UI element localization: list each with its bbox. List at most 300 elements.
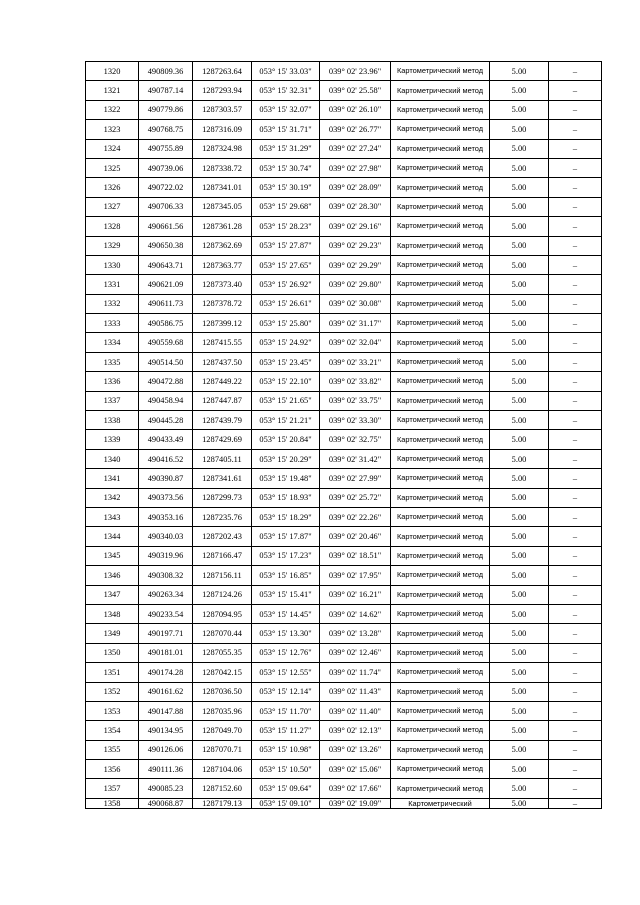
table-row — [86, 527, 602, 546]
longitude-cell: 039° 02' 23.96" — [320, 62, 391, 81]
latitude-cell: 053° 15' 22.10" — [252, 372, 320, 391]
accuracy-cell: 5.00 — [490, 507, 549, 526]
longitude-cell: 039° 02' 19.09" — [320, 798, 391, 808]
table-row — [86, 701, 602, 720]
latitude-cell: 053° 15' 11.70" — [252, 701, 320, 720]
method-cell: Картометрический метод — [391, 411, 490, 430]
method-cell: Картометрический метод — [391, 236, 490, 255]
note-cell: – — [549, 449, 602, 468]
latitude-cell: 053° 15' 30.19" — [252, 178, 320, 197]
y-coordinate-cell: 1287166.47 — [193, 546, 252, 565]
note-cell: – — [549, 62, 602, 81]
accuracy-cell: 5.00 — [490, 430, 549, 449]
accuracy-cell: 5.00 — [490, 139, 549, 158]
latitude-cell: 053° 15' 31.71" — [252, 120, 320, 139]
note-cell: – — [549, 352, 602, 371]
table-row — [86, 352, 602, 371]
accuracy-cell: 5.00 — [490, 255, 549, 274]
note-cell: – — [549, 158, 602, 177]
point-number-cell: 1356 — [86, 760, 139, 779]
table-body — [86, 62, 602, 809]
accuracy-cell: 5.00 — [490, 391, 549, 410]
latitude-cell: 053° 15' 28.23" — [252, 217, 320, 236]
accuracy-cell: 5.00 — [490, 197, 549, 216]
x-coordinate-cell: 490134.95 — [139, 721, 193, 740]
point-number-cell: 1349 — [86, 624, 139, 643]
x-coordinate-cell: 490706.33 — [139, 197, 193, 216]
table-row — [86, 546, 602, 565]
y-coordinate-cell: 1287324.98 — [193, 139, 252, 158]
note-cell: – — [549, 488, 602, 507]
latitude-cell: 053° 15' 12.76" — [252, 643, 320, 662]
method-cell: Картометрический метод — [391, 760, 490, 779]
method-cell: Картометрический метод — [391, 255, 490, 274]
method-cell: Картометрический метод — [391, 62, 490, 81]
y-coordinate-cell: 1287035.96 — [193, 701, 252, 720]
table-row — [86, 740, 602, 759]
y-coordinate-cell: 1287055.35 — [193, 643, 252, 662]
method-cell: Картометрический метод — [391, 197, 490, 216]
longitude-cell: 039° 02' 33.30" — [320, 411, 391, 430]
point-number-cell: 1330 — [86, 255, 139, 274]
accuracy-cell: 5.00 — [490, 158, 549, 177]
note-cell: – — [549, 604, 602, 623]
y-coordinate-cell: 1287439.79 — [193, 411, 252, 430]
x-coordinate-cell: 490739.06 — [139, 158, 193, 177]
point-number-cell: 1357 — [86, 779, 139, 798]
point-number-cell: 1334 — [86, 333, 139, 352]
x-coordinate-cell: 490181.01 — [139, 643, 193, 662]
method-cell: Картометрический метод — [391, 100, 490, 119]
x-coordinate-cell: 490643.71 — [139, 255, 193, 274]
point-number-cell: 1320 — [86, 62, 139, 81]
accuracy-cell: 5.00 — [490, 449, 549, 468]
note-cell: – — [549, 663, 602, 682]
point-number-cell: 1335 — [86, 352, 139, 371]
latitude-cell: 053° 15' 24.92" — [252, 333, 320, 352]
note-cell: – — [549, 721, 602, 740]
latitude-cell: 053° 15' 32.07" — [252, 100, 320, 119]
x-coordinate-cell: 490111.36 — [139, 760, 193, 779]
method-cell: Картометрический метод — [391, 682, 490, 701]
point-number-cell: 1325 — [86, 158, 139, 177]
longitude-cell: 039° 02' 31.42" — [320, 449, 391, 468]
point-number-cell: 1328 — [86, 217, 139, 236]
x-coordinate-cell: 490197.71 — [139, 624, 193, 643]
point-number-cell: 1343 — [86, 507, 139, 526]
x-coordinate-cell: 490068.87 — [139, 798, 193, 808]
latitude-cell: 053° 15' 12.55" — [252, 663, 320, 682]
y-coordinate-cell: 1287429.69 — [193, 430, 252, 449]
latitude-cell: 053° 15' 13.30" — [252, 624, 320, 643]
method-cell: Картометрический метод — [391, 624, 490, 643]
method-cell: Картометрический метод — [391, 81, 490, 100]
method-cell: Картометрический метод — [391, 643, 490, 662]
y-coordinate-cell: 1287094.95 — [193, 604, 252, 623]
x-coordinate-cell: 490661.56 — [139, 217, 193, 236]
x-coordinate-cell: 490445.28 — [139, 411, 193, 430]
y-coordinate-cell: 1287070.71 — [193, 740, 252, 759]
note-cell: – — [549, 333, 602, 352]
latitude-cell: 053° 15' 09.10" — [252, 798, 320, 808]
note-cell: – — [549, 100, 602, 119]
accuracy-cell: 5.00 — [490, 604, 549, 623]
longitude-cell: 039° 02' 16.21" — [320, 585, 391, 604]
note-cell: – — [549, 566, 602, 585]
accuracy-cell: 5.00 — [490, 643, 549, 662]
y-coordinate-cell: 1287303.57 — [193, 100, 252, 119]
note-cell: – — [549, 275, 602, 294]
accuracy-cell: 5.00 — [490, 81, 549, 100]
y-coordinate-cell: 1287316.09 — [193, 120, 252, 139]
note-cell: – — [549, 81, 602, 100]
y-coordinate-cell: 1287036.50 — [193, 682, 252, 701]
y-coordinate-cell: 1287235.76 — [193, 507, 252, 526]
point-number-cell: 1358 — [86, 798, 139, 808]
x-coordinate-cell: 490559.68 — [139, 333, 193, 352]
point-number-cell: 1353 — [86, 701, 139, 720]
method-cell: Картометрический метод — [391, 333, 490, 352]
accuracy-cell: 5.00 — [490, 488, 549, 507]
method-cell: Картометрический метод — [391, 701, 490, 720]
longitude-cell: 039° 02' 29.23" — [320, 236, 391, 255]
coordinates-page — [85, 61, 601, 809]
method-cell: Картометрический метод — [391, 585, 490, 604]
point-number-cell: 1351 — [86, 663, 139, 682]
y-coordinate-cell: 1287152.60 — [193, 779, 252, 798]
note-cell: – — [549, 701, 602, 720]
table-row — [86, 449, 602, 468]
x-coordinate-cell: 490722.02 — [139, 178, 193, 197]
point-number-cell: 1350 — [86, 643, 139, 662]
note-cell: – — [549, 546, 602, 565]
y-coordinate-cell: 1287070.44 — [193, 624, 252, 643]
x-coordinate-cell: 490621.09 — [139, 275, 193, 294]
longitude-cell: 039° 02' 25.58" — [320, 81, 391, 100]
y-coordinate-cell: 1287361.28 — [193, 217, 252, 236]
point-number-cell: 1324 — [86, 139, 139, 158]
longitude-cell: 039° 02' 33.75" — [320, 391, 391, 410]
method-cell: Картометрический метод — [391, 158, 490, 177]
accuracy-cell: 5.00 — [490, 585, 549, 604]
accuracy-cell: 5.00 — [490, 236, 549, 255]
y-coordinate-cell: 1287124.26 — [193, 585, 252, 604]
y-coordinate-cell: 1287156.11 — [193, 566, 252, 585]
longitude-cell: 039° 02' 13.28" — [320, 624, 391, 643]
method-cell: Картометрический метод — [391, 391, 490, 410]
note-cell: – — [549, 430, 602, 449]
latitude-cell: 053° 15' 11.27" — [252, 721, 320, 740]
latitude-cell: 053° 15' 26.61" — [252, 294, 320, 313]
x-coordinate-cell: 490787.14 — [139, 81, 193, 100]
point-number-cell: 1327 — [86, 197, 139, 216]
latitude-cell: 053° 15' 30.74" — [252, 158, 320, 177]
x-coordinate-cell: 490458.94 — [139, 391, 193, 410]
accuracy-cell: 5.00 — [490, 701, 549, 720]
y-coordinate-cell: 1287263.64 — [193, 62, 252, 81]
latitude-cell: 053° 15' 18.29" — [252, 507, 320, 526]
method-cell: Картометрический метод — [391, 604, 490, 623]
longitude-cell: 039° 02' 29.29" — [320, 255, 391, 274]
y-coordinate-cell: 1287378.72 — [193, 294, 252, 313]
longitude-cell: 039° 02' 25.72" — [320, 488, 391, 507]
note-cell: – — [549, 527, 602, 546]
table-row — [86, 294, 602, 313]
point-number-cell: 1344 — [86, 527, 139, 546]
table-row — [86, 488, 602, 507]
latitude-cell: 053° 15' 33.03" — [252, 62, 320, 81]
point-number-cell: 1333 — [86, 314, 139, 333]
method-cell: Картометрический метод — [391, 430, 490, 449]
latitude-cell: 053° 15' 21.21" — [252, 411, 320, 430]
latitude-cell: 053° 15' 17.87" — [252, 527, 320, 546]
latitude-cell: 053° 15' 18.93" — [252, 488, 320, 507]
y-coordinate-cell: 1287104.06 — [193, 760, 252, 779]
method-cell: Картометрический метод — [391, 120, 490, 139]
x-coordinate-cell: 490147.88 — [139, 701, 193, 720]
method-cell: Картометрический метод — [391, 139, 490, 158]
latitude-cell: 053° 15' 21.65" — [252, 391, 320, 410]
method-cell: Картометрический метод — [391, 721, 490, 740]
y-coordinate-cell: 1287363.77 — [193, 255, 252, 274]
accuracy-cell: 5.00 — [490, 333, 549, 352]
x-coordinate-cell: 490390.87 — [139, 469, 193, 488]
longitude-cell: 039° 02' 12.46" — [320, 643, 391, 662]
accuracy-cell: 5.00 — [490, 682, 549, 701]
note-cell: – — [549, 178, 602, 197]
accuracy-cell: 5.00 — [490, 352, 549, 371]
x-coordinate-cell: 490755.89 — [139, 139, 193, 158]
coordinates-table — [85, 61, 602, 809]
latitude-cell: 053° 15' 23.45" — [252, 352, 320, 371]
point-number-cell: 1348 — [86, 604, 139, 623]
method-cell: Картометрический метод — [391, 779, 490, 798]
longitude-cell: 039° 02' 18.51" — [320, 546, 391, 565]
latitude-cell: 053° 15' 32.31" — [252, 81, 320, 100]
latitude-cell: 053° 15' 17.23" — [252, 546, 320, 565]
longitude-cell: 039° 02' 17.66" — [320, 779, 391, 798]
y-coordinate-cell: 1287447.87 — [193, 391, 252, 410]
latitude-cell: 053° 15' 10.50" — [252, 760, 320, 779]
point-number-cell: 1342 — [86, 488, 139, 507]
longitude-cell: 039° 02' 26.10" — [320, 100, 391, 119]
point-number-cell: 1331 — [86, 275, 139, 294]
note-cell: – — [549, 740, 602, 759]
accuracy-cell: 5.00 — [490, 178, 549, 197]
table-row — [86, 411, 602, 430]
table-row — [86, 798, 602, 808]
longitude-cell: 039° 02' 29.16" — [320, 217, 391, 236]
y-coordinate-cell: 1287179.13 — [193, 798, 252, 808]
table-row — [86, 62, 602, 81]
latitude-cell: 053° 15' 09.64" — [252, 779, 320, 798]
latitude-cell: 053° 15' 26.92" — [252, 275, 320, 294]
x-coordinate-cell: 490353.16 — [139, 507, 193, 526]
table-row — [86, 760, 602, 779]
x-coordinate-cell: 490085.23 — [139, 779, 193, 798]
point-number-cell: 1336 — [86, 372, 139, 391]
point-number-cell: 1321 — [86, 81, 139, 100]
longitude-cell: 039° 02' 28.09" — [320, 178, 391, 197]
point-number-cell: 1339 — [86, 430, 139, 449]
accuracy-cell: 5.00 — [490, 469, 549, 488]
table-row — [86, 721, 602, 740]
longitude-cell: 039° 02' 11.74" — [320, 663, 391, 682]
accuracy-cell: 5.00 — [490, 120, 549, 139]
y-coordinate-cell: 1287415.55 — [193, 333, 252, 352]
latitude-cell: 053° 15' 19.48" — [252, 469, 320, 488]
note-cell: – — [549, 798, 602, 808]
method-cell: Картометрический метод — [391, 178, 490, 197]
note-cell: – — [549, 643, 602, 662]
x-coordinate-cell: 490650.38 — [139, 236, 193, 255]
method-cell: Картометрический метод — [391, 507, 490, 526]
table-row — [86, 682, 602, 701]
longitude-cell: 039° 02' 32.04" — [320, 333, 391, 352]
x-coordinate-cell: 490233.54 — [139, 604, 193, 623]
point-number-cell: 1346 — [86, 566, 139, 585]
longitude-cell: 039° 02' 30.08" — [320, 294, 391, 313]
y-coordinate-cell: 1287437.50 — [193, 352, 252, 371]
x-coordinate-cell: 490472.88 — [139, 372, 193, 391]
longitude-cell: 039° 02' 11.43" — [320, 682, 391, 701]
point-number-cell: 1345 — [86, 546, 139, 565]
accuracy-cell: 5.00 — [490, 624, 549, 643]
x-coordinate-cell: 490779.86 — [139, 100, 193, 119]
point-number-cell: 1332 — [86, 294, 139, 313]
y-coordinate-cell: 1287341.61 — [193, 469, 252, 488]
x-coordinate-cell: 490174.28 — [139, 663, 193, 682]
accuracy-cell: 5.00 — [490, 721, 549, 740]
note-cell: – — [549, 624, 602, 643]
point-number-cell: 1347 — [86, 585, 139, 604]
latitude-cell: 053° 15' 31.29" — [252, 139, 320, 158]
table-row — [86, 372, 602, 391]
method-cell: Картометрический метод — [391, 217, 490, 236]
method-cell: Картометрический метод — [391, 663, 490, 682]
accuracy-cell: 5.00 — [490, 546, 549, 565]
table-row — [86, 120, 602, 139]
table-row — [86, 197, 602, 216]
longitude-cell: 039° 02' 27.98" — [320, 158, 391, 177]
table-row — [86, 255, 602, 274]
longitude-cell: 039° 02' 17.95" — [320, 566, 391, 585]
method-cell: Картометрический метод — [391, 449, 490, 468]
accuracy-cell: 5.00 — [490, 100, 549, 119]
x-coordinate-cell: 490809.36 — [139, 62, 193, 81]
longitude-cell: 039° 02' 27.99" — [320, 469, 391, 488]
table-row — [86, 236, 602, 255]
point-number-cell: 1329 — [86, 236, 139, 255]
accuracy-cell: 5.00 — [490, 740, 549, 759]
method-cell: Картометрический метод — [391, 546, 490, 565]
longitude-cell: 039° 02' 28.30" — [320, 197, 391, 216]
latitude-cell: 053° 15' 10.98" — [252, 740, 320, 759]
accuracy-cell: 5.00 — [490, 314, 549, 333]
note-cell: – — [549, 411, 602, 430]
table-row — [86, 391, 602, 410]
method-cell: Картометрический — [391, 798, 490, 808]
x-coordinate-cell: 490340.03 — [139, 527, 193, 546]
table-row — [86, 158, 602, 177]
accuracy-cell: 5.00 — [490, 62, 549, 81]
method-cell: Картометрический метод — [391, 275, 490, 294]
y-coordinate-cell: 1287373.40 — [193, 275, 252, 294]
point-number-cell: 1354 — [86, 721, 139, 740]
accuracy-cell: 5.00 — [490, 527, 549, 546]
latitude-cell: 053° 15' 12.14" — [252, 682, 320, 701]
longitude-cell: 039° 02' 32.75" — [320, 430, 391, 449]
accuracy-cell: 5.00 — [490, 411, 549, 430]
table-row — [86, 585, 602, 604]
longitude-cell: 039° 02' 33.82" — [320, 372, 391, 391]
table-row — [86, 139, 602, 158]
latitude-cell: 053° 15' 20.84" — [252, 430, 320, 449]
table-row — [86, 81, 602, 100]
table-row — [86, 624, 602, 643]
table-row — [86, 430, 602, 449]
method-cell: Картометрический метод — [391, 740, 490, 759]
method-cell: Картометрический метод — [391, 314, 490, 333]
longitude-cell: 039° 02' 29.80" — [320, 275, 391, 294]
longitude-cell: 039° 02' 11.40" — [320, 701, 391, 720]
y-coordinate-cell: 1287341.01 — [193, 178, 252, 197]
note-cell: – — [549, 760, 602, 779]
y-coordinate-cell: 1287362.69 — [193, 236, 252, 255]
point-number-cell: 1338 — [86, 411, 139, 430]
method-cell: Картометрический метод — [391, 469, 490, 488]
x-coordinate-cell: 490514.50 — [139, 352, 193, 371]
latitude-cell: 053° 15' 29.68" — [252, 197, 320, 216]
method-cell: Картометрический метод — [391, 488, 490, 507]
point-number-cell: 1352 — [86, 682, 139, 701]
note-cell: – — [549, 294, 602, 313]
x-coordinate-cell: 490319.96 — [139, 546, 193, 565]
y-coordinate-cell: 1287202.43 — [193, 527, 252, 546]
table-row — [86, 643, 602, 662]
latitude-cell: 053° 15' 15.41" — [252, 585, 320, 604]
longitude-cell: 039° 02' 22.26" — [320, 507, 391, 526]
longitude-cell: 039° 02' 13.26" — [320, 740, 391, 759]
note-cell: – — [549, 469, 602, 488]
y-coordinate-cell: 1287049.70 — [193, 721, 252, 740]
note-cell: – — [549, 217, 602, 236]
table-row — [86, 100, 602, 119]
table-row — [86, 178, 602, 197]
x-coordinate-cell: 490416.52 — [139, 449, 193, 468]
note-cell: – — [549, 255, 602, 274]
note-cell: – — [549, 779, 602, 798]
latitude-cell: 053° 15' 27.65" — [252, 255, 320, 274]
note-cell: – — [549, 391, 602, 410]
x-coordinate-cell: 490263.34 — [139, 585, 193, 604]
table-row — [86, 314, 602, 333]
longitude-cell: 039° 02' 12.13" — [320, 721, 391, 740]
longitude-cell: 039° 02' 26.77" — [320, 120, 391, 139]
longitude-cell: 039° 02' 14.62" — [320, 604, 391, 623]
x-coordinate-cell: 490373.56 — [139, 488, 193, 507]
point-number-cell: 1355 — [86, 740, 139, 759]
note-cell: – — [549, 314, 602, 333]
point-number-cell: 1341 — [86, 469, 139, 488]
latitude-cell: 053° 15' 25.80" — [252, 314, 320, 333]
table-row — [86, 217, 602, 236]
accuracy-cell: 5.00 — [490, 779, 549, 798]
note-cell: – — [549, 585, 602, 604]
accuracy-cell: 5.00 — [490, 372, 549, 391]
accuracy-cell: 5.00 — [490, 663, 549, 682]
table-row — [86, 507, 602, 526]
